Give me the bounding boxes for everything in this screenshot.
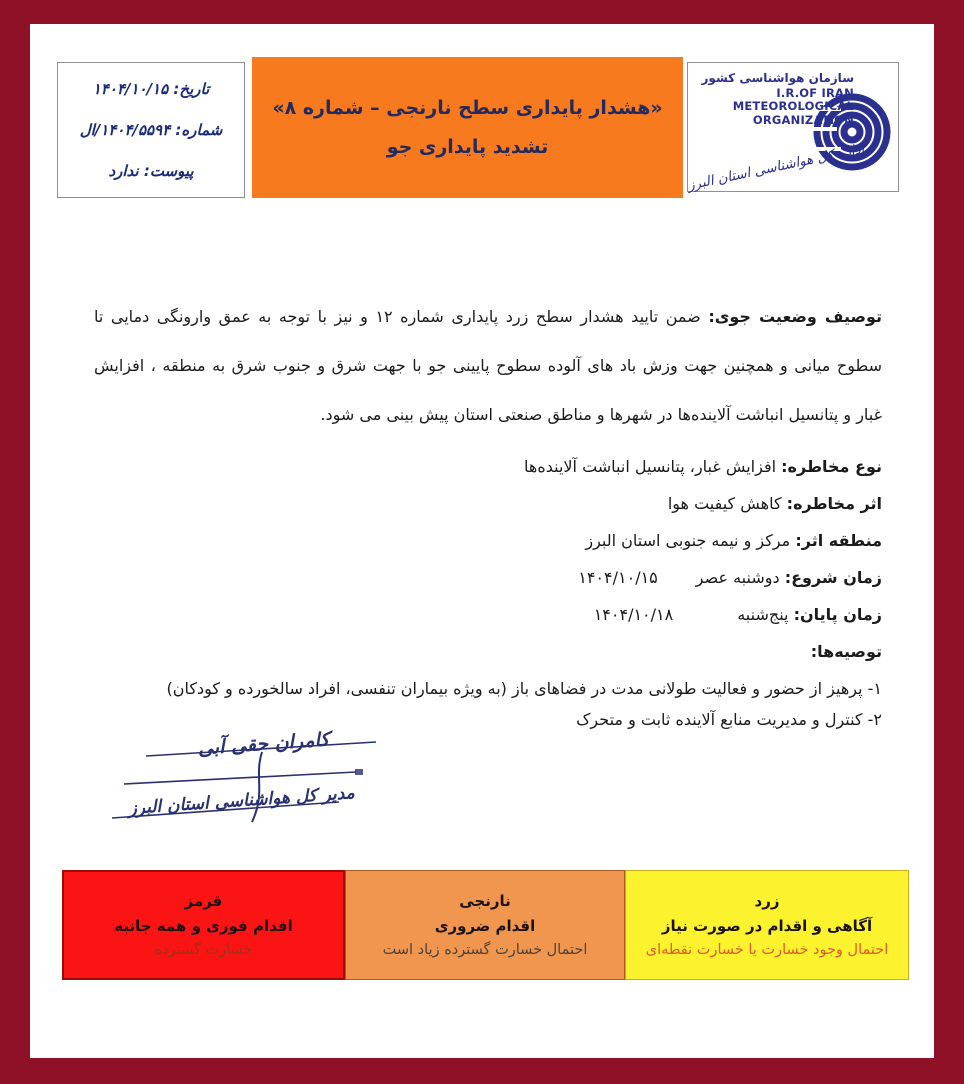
advice-item-2: ۲- کنترل و مدیریت منابع آلاینده ثابت و متحرک [576, 710, 882, 729]
advice-label: توصیه‌ها: [810, 642, 882, 661]
hazard-effect-label: اثر مخاطره: [786, 494, 882, 513]
legend-red-action: اقدام فوری و همه جانبه [114, 917, 293, 935]
weather-description [94, 292, 882, 439]
letter-sheet [30, 24, 934, 1058]
legend-yellow-action: آگاهی و اقدام در صورت نیاز [661, 917, 873, 935]
legend-red-level [62, 870, 345, 980]
end-date-value: ۱۴۰۴/۱۰/۱۸ [593, 605, 674, 624]
end-time-row [94, 603, 882, 626]
org-name-fa: سازمان هواشناسی کشور [701, 71, 854, 85]
affected-region-label: منطقه اثر: [795, 531, 882, 550]
weather-description-label: توصیف وضعیت جوی: [708, 307, 883, 326]
start-time-row [94, 566, 882, 589]
legend-orange-desc: احتمال خسارت گسترده زیاد است [382, 942, 588, 958]
org-name-en-1: I.R.OF IRAN [776, 85, 854, 100]
org-logo-box [687, 62, 899, 192]
letter-meta-box [57, 62, 245, 198]
provincial-office-name: اداره کل هواشناسی استان البرز [686, 140, 866, 194]
legend-yellow-level [625, 870, 909, 980]
start-time-label: زمان شروع: [784, 568, 882, 587]
warning-title: «هشدار پایداری سطح نارنجی – شماره ۸» [272, 97, 663, 119]
letter-attachment: پیوست: ندارد [108, 161, 194, 180]
start-day-value: دوشنبه عصر [695, 568, 780, 587]
hazard-type-label: نوع مخاطره: [781, 457, 882, 476]
signature-block [104, 722, 414, 840]
affected-region-row [94, 529, 882, 552]
warning-subtitle: تشدید پایداری جو [386, 136, 549, 158]
hazard-type-row [94, 455, 882, 478]
advice-header-row [94, 640, 882, 663]
letter-body [94, 292, 882, 739]
legend-orange-action: اقدام ضروری [434, 917, 536, 935]
signatory-title: مدیر کل هواشناسی استان البرز [127, 783, 356, 819]
legend-red-desc: خسارت گسترده [154, 942, 253, 958]
legend-yellow-desc: احتمال وجود خسارت یا خسارت نقطه‌ای [645, 942, 889, 958]
warning-title-banner [252, 57, 683, 198]
start-date-value: ۱۴۰۴/۱۰/۱۵ [578, 568, 658, 587]
org-name-en-3: ORGANIZATION [752, 112, 854, 127]
letter-date: تاریخ: ۱۴۰۴/۱۰/۱۵ [92, 80, 210, 99]
letter-number: شماره: ۱۴۰۴/۵۵۹۴/ال [79, 120, 223, 139]
legend-yellow-title: زرد [754, 892, 780, 910]
org-name-en-2: METEOROLOGICAL [732, 99, 854, 113]
hazard-type-value: افزایش غبار، پتانسیل انباشت آلاینده‌ها [524, 457, 777, 476]
org-name-block [690, 72, 854, 127]
affected-region-value: مرکز و نیمه جنوبی استان البرز [585, 531, 791, 550]
advice-item-1: ۱- پرهیز از حضور و فعالیت طولانی مدت در فضاهای باز (به ویژه بیماران تنفسی، افراد سالخورده و کودکان) [166, 679, 882, 698]
weather-description-text: ضمن تایید هشدار سطح زرد پایداری شماره ۱۲ و نیز با توجه به عمق وارونگی دمایی تا سطوح میانی و همچنین جهت وزش باد های آلوده سطوح پایینی جو با جهت شرق و جنوب شرق به منطقه ، افزایش غبار و پتانسیل انباشت آلاینده‌ها در شهرها و مناطق صنعتی استان پیش بینی می شود. [94, 307, 882, 424]
signatory-name: کامران حقی آبی [197, 728, 330, 760]
legend-orange-title: نارنجی [459, 892, 511, 910]
end-day-value: پنج‌شنبه [737, 605, 789, 624]
legend-orange-level [345, 870, 625, 980]
end-time-label: زمان پایان: [793, 605, 882, 624]
legend-red-title: قرمز [184, 892, 223, 910]
hazard-effect-value: کاهش کیفیت هوا [667, 494, 782, 513]
hazard-effect-row [94, 492, 882, 515]
